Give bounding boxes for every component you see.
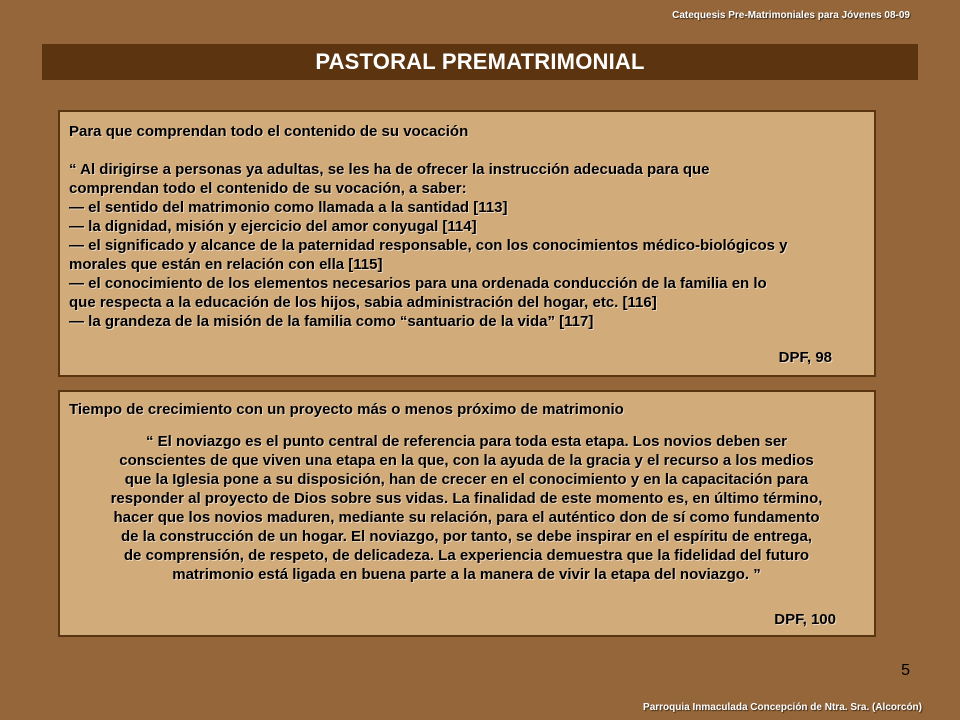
header-text: Catequesis Pre-Matrimoniales para Jóvenes 08-09 [672, 10, 910, 21]
quote-line: — el significado y alcance de la paternidad responsable, con los conocimientos médico-biológicos y [69, 237, 788, 254]
quote-line: comprendan todo el contenido de su vocación, a saber: [69, 180, 467, 197]
footer-text: Parroquia Inmaculada Concepción de Ntra. Sra. (Alcorcón) [643, 702, 922, 713]
quote-line: — la grandeza de la misión de la familia como “santuario de la vida” [117] [69, 313, 594, 330]
page-number: 5 [901, 662, 910, 679]
quote-line: que respecta a la educación de los hijos, sabia administración del hogar, etc. [116] [69, 294, 657, 311]
engagement-citation: DPF, 100 [774, 611, 836, 628]
page-title: PASTORAL PREMATRIMONIAL [315, 49, 645, 74]
quote-line: morales que están en relación con ella [115] [69, 256, 383, 273]
engagement-content-box [58, 390, 876, 637]
quote-line: matrimonio está ligada en buena parte a la manera de vivir la etapa del noviazgo. ” [172, 566, 761, 583]
quote-line: responder al proyecto de Dios sobre sus vidas. La finalidad de este momento es, en último término, [110, 490, 823, 507]
vocation-citation: DPF, 98 [778, 349, 832, 366]
vocation-content-box [58, 110, 876, 377]
engagement-heading: Tiempo de crecimiento con un proyecto más o menos próximo de matrimonio [69, 401, 624, 418]
quote-line: de comprensión, de respeto, de delicadeza. La experiencia demuestra que la fidelidad del futuro [123, 547, 810, 564]
quote-line: hacer que los novios maduren, mediante su relación, para el auténtico don de sí como fundamento [113, 509, 820, 526]
vocation-quote [69, 160, 864, 331]
quote-line: “ Al dirigirse a personas ya adultas, se les ha de ofrecer la instrucción adecuada para que [69, 161, 710, 178]
quote-line: de la construcción de un hogar. El noviazgo, por tanto, se debe inspirar en el espíritu de entrega, [121, 528, 812, 545]
quote-line: que la Iglesia pone a su disposición, han de crecer en el conocimiento y en la capacitación para [124, 471, 809, 488]
quote-line: conscientes de que viven una etapa en la que, con la ayuda de la gracia y el recurso a los medios [119, 452, 814, 469]
title-bar [42, 44, 918, 80]
vocation-heading: Para que comprendan todo el contenido de su vocación [69, 123, 469, 140]
quote-line: “ El noviazgo es el punto central de referencia para toda esta etapa. Los novios deben ser [145, 433, 788, 450]
quote-line: — el sentido del matrimonio como llamada a la santidad [113] [69, 199, 508, 216]
quote-line: — el conocimiento de los elementos necesarios para una ordenada conducción de la familia en lo [69, 275, 767, 292]
engagement-quote [69, 432, 864, 584]
quote-line: — la dignidad, misión y ejercicio del amor conyugal [114] [69, 218, 477, 235]
